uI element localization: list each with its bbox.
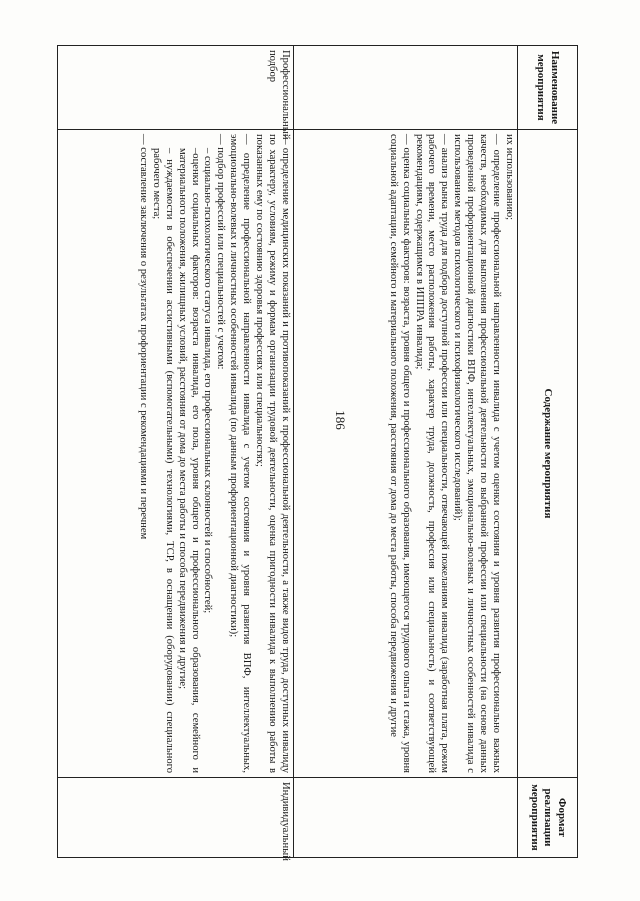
header-activity-content: Содержание мероприятия — [518, 130, 578, 778]
table-header-row — [518, 46, 578, 858]
content-line: — оценка социальных факторов: возраста, уровня общего и профессионального образования, имеющегося трудового опыта и стажа, уровня социальной адаптации, семейного и материального положения, расстояния от дома до места работы, способа передвижения и другие — [387, 134, 412, 773]
content-line: –оценки социальных факторов: возраста инвалида, его пола, уровня общего и профессионального образования, семейного и материального положения, жилищных условий, расстояния от дома до места работы и способа передвижения и другие; — [176, 148, 201, 773]
content-line: — определение профессиональной направленности инвалида с учетом состояния и уровня развития ВПФ, интеллектуальных, эмоционально-волевых и личностных особенностей инвалида (по данным профориентационной диагностики); — [228, 134, 253, 773]
activities-table — [57, 45, 578, 861]
activity-format-cell — [294, 778, 518, 858]
page-number: 186 — [333, 410, 348, 430]
activity-content-cell — [294, 130, 518, 778]
content-line: — составление заключения о результатах профориентации с рекомендациями и перечнем — [137, 134, 149, 540]
content-line: — определение медицинских показаний и противопоказаний к профессиональной деятельности, а также видов труда, доступных инвалиду по характеру, условиям, режиму и формам организации трудовой деятельности, оценка пригодности инвалида к выполнению работы в показанных ему по состоянию здоровья профессиях или специальностях; — [254, 134, 291, 773]
table-row — [58, 46, 294, 858]
activity-format-cell: Индивидуальный — [58, 778, 294, 858]
content-line: — анализ рынка труда для подбора доступной профессии или специальности, отвечающей пожеланиям инвалида (заработная плата, режим рабочего времени, место расположения работы, характер труда, должность, профессия или специальность) и соответствующей рекомендациям, содержащимся в ИППРА инвалида; — [413, 134, 451, 773]
table-row — [294, 46, 518, 858]
content-line: — подбор профессий или специальностей с учетом: — [215, 134, 227, 370]
content-line: – нуждаемости в обеспечении ассистивными (вспомогательными) технологиями, ТСР, в оснащении (оборудовании) специального рабочего места; — [150, 148, 175, 773]
content-line: — определение профессиональной направленности инвалида с учетом оценки состояния и уровня развития профессионально важных качеств, необходимых для выполнения профессиональной деятельности по выбранной профессии или специальности (на основе данных проведенной профориентационной диагностики ВПФ, интеллектуальных, эмоционально-волевых и личностных особенностей инвалида с использованием методов психологического и психофизиологического исследований); — [452, 134, 503, 773]
content-line: – социально-психологического статуса инвалида, его профессиональных склонностей и способностей; — [202, 148, 214, 614]
content-line: их использованию; — [504, 134, 515, 221]
activity-name-cell: Профессиональный подбор — [58, 46, 294, 130]
header-activity-name: Наименование мероприятия — [518, 46, 578, 130]
activity-name-cell — [294, 46, 518, 130]
header-activity-format: Формат реализации мероприятия — [518, 778, 578, 858]
activity-content-cell — [58, 130, 294, 778]
activities-table-container — [58, 45, 578, 861]
